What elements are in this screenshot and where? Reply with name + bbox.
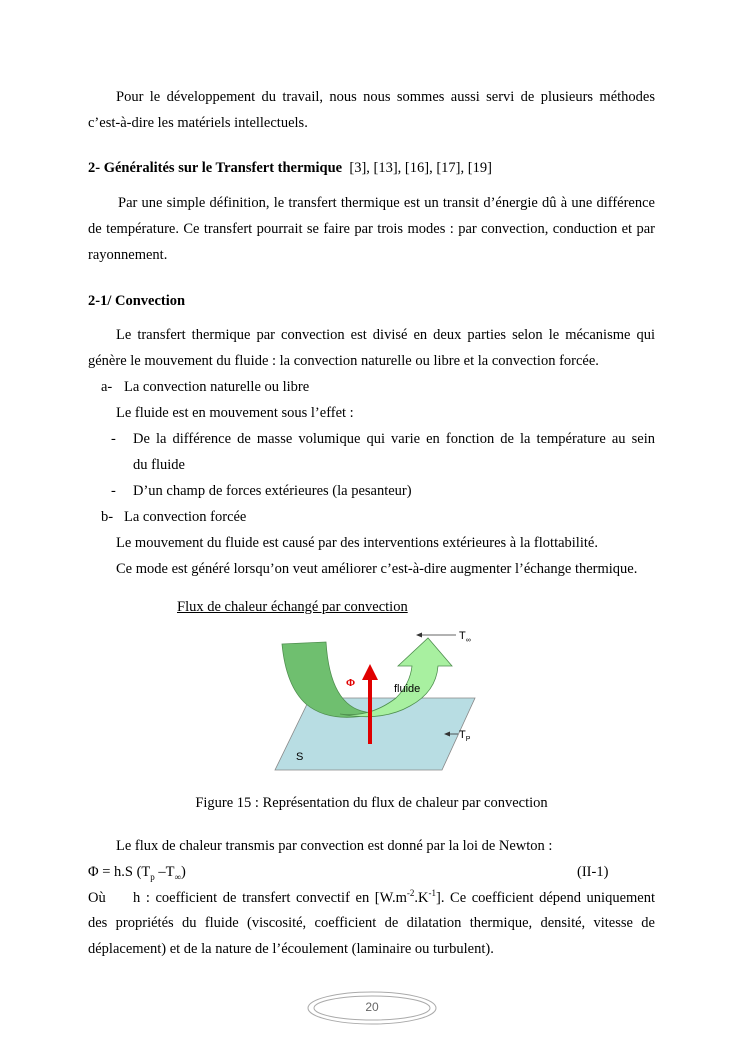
h-definition-line (133, 889, 655, 907)
newton-intro: Le flux de chaleur transmis par convection est donné par la loi de Newton : (116, 838, 553, 854)
newton-equation (88, 863, 186, 881)
list-item-a-marker: a- (101, 379, 113, 395)
list-item-b-marker: b- (101, 509, 114, 525)
surface-s-label: S (296, 751, 304, 763)
section-2-title: 2- Généralités sur le Transfert thermique (88, 160, 343, 176)
figure-caption: Figure 15 : Représentation du flux de chaleur par convection (195, 795, 548, 811)
forced-line-1: Le mouvement du fluide est causé par des interventions extérieures à la flottabilité. (116, 535, 598, 551)
forced-line-2: Ce mode est généré lorsqu’on veut améliorer c’est-à-dire augmenter l’échange thermique. (116, 561, 638, 577)
h-unit-exponent-1: -2 (406, 888, 415, 899)
t-p-label: $T_P$ (459, 729, 471, 743)
fluid-effect-text: Le fluide est en mouvement sous l’effet : (116, 405, 354, 421)
convection-diagram (270, 626, 478, 776)
equation-part: ) (180, 864, 186, 880)
equation-part: –T (154, 864, 175, 880)
dash-item-1-line-1: De la différence de masse volumique qui varie en fonction de la température au sein (133, 431, 655, 447)
equation-subscript-infinity: ∞ (174, 871, 181, 882)
ou-label: Où (88, 890, 106, 906)
convection-paragraph: Le transfert thermique par convection est divisé en deux parties selon le mécanisme qui génère le mouvement du fluide : la convection naturelle ou libre et la convection forcée. (88, 327, 655, 369)
t-infinity-pointer-head (416, 633, 422, 638)
equation-part: Φ = h.S (T (88, 864, 151, 880)
t-infinity-label: $T_\infty$ (459, 630, 471, 644)
page-number: 20 (365, 1000, 379, 1014)
equation-subscript-p: p (150, 871, 155, 882)
section-2-1-heading: 2-1/ Convection (88, 293, 186, 309)
h-unit-exponent-2: -1 (428, 888, 436, 899)
equation-number: (II-1) (577, 864, 609, 880)
list-item-b-label: La convection forcée (124, 509, 247, 525)
h-definition-part: h : coefficient de transfert convectif en [W.m (133, 890, 407, 906)
h-definition-part: .K (414, 890, 429, 906)
dash-item-1-line-2: du fluide (133, 457, 185, 473)
convection-figure (270, 626, 478, 776)
definition-paragraph: Par une simple définition, le transfert thermique est un transit d’énergie dû à une différence de température. Ce transfert pourrait se faire par trois modes : par convection, conduction et par rayonnement. (88, 195, 655, 263)
section-2-heading (88, 159, 492, 177)
section-2-references: [3], [13], [16], [17], [19] (349, 160, 492, 176)
fluide-label: fluide (394, 683, 421, 695)
intro-paragraph: Pour le développement du travail, nous nous sommes aussi servi de plusieurs méthodes c’est-à-dire les matériels intellectuels. (88, 89, 655, 131)
list-item-a-label: La convection naturelle ou libre (124, 379, 310, 395)
dash-bullet-2: - (111, 483, 116, 499)
phi-label: Φ (346, 677, 356, 689)
dash-bullet-1: - (111, 431, 116, 447)
h-definition-part: ]. Ce coefficient dépend uniquement (436, 890, 655, 906)
figure-heading: Flux de chaleur échangé par convection (177, 599, 408, 615)
dash-item-2: D’un champ de forces extérieures (la pesanteur) (133, 483, 412, 499)
properties-paragraph: des propriétés du fluide (viscosité, coefficient de dilatation thermique, densité, vitesse de déplacement) et de la nature de l’écoulement (laminaire ou turbulent). (88, 915, 655, 957)
heat-flux-arrow-head (362, 664, 378, 680)
